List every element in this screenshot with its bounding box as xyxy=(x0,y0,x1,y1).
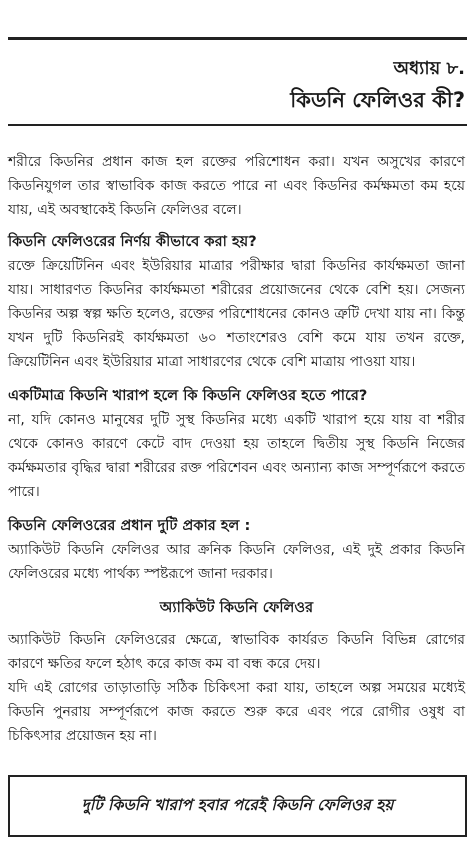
acute-paragraph-2: যদি এই রোগের তাড়াতাড়ি সঠিক চিকিৎসা করা যায়, তাহলে অল্প সময়ের মধ্যেই কিডনি পুনরায় সম্পূর্ণরূপে কাজ করতে শুরু করে এবং পরে রোগীর ওষুধ বা চিকিৎসার প্রয়োজন হয় না। xyxy=(8,680,465,744)
diagnosis-heading: কিডনি ফেলিওরের নির্ণয় কীভাবে করা হয়? xyxy=(8,233,257,250)
types-paragraph: অ্যাকিউট কিডনি ফেলিওর আর ক্রনিক কিডনি ফেলিওর, এই দুই প্রকার কিডনি ফেলিওরের মধ্যে পার্থক্য স্পষ্টরূপে জানা দরকার। xyxy=(8,542,465,582)
acute-paragraph-1: অ্যাকিউট কিডনি ফেলিওরের ক্ষেত্রে, স্বাভাবিক কার্যরত কিডনি বিভিন্ন রোগের কারণে ক্ষতির ফলে হঠাৎ করে কাজ কম বা বন্ধ করে দেয়। xyxy=(8,632,465,672)
top-rule xyxy=(8,37,467,40)
main-content xyxy=(8,150,465,748)
types-heading: কিডনি ফেলিওরের প্রধান দুটি প্রকার হল : xyxy=(8,517,251,534)
callout-text: দুটি কিডনি খারাপ হবার পরেই কিডনি ফেলিওর হয় xyxy=(81,796,394,814)
acute-heading: অ্যাকিউট কিডনি ফেলিওর xyxy=(159,599,314,616)
callout-box xyxy=(8,775,467,837)
diagnosis-paragraph: রক্তে ক্রিয়েটিনিন এবং ইউরিয়ার মাত্রার পরীক্ষার দ্বারা কিডনির কার্যক্ষমতা জানা যায়। সাধারণত কিডনির কার্যক্ষমতা শরীরের প্রয়োজনের থেকে বেশি হয়। সেজন্য কিডনির অল্প স্বল্প ক্ষতি হলেও, রক্তের পরিশোধনের কোনও ত্রুটি দেখা যায় না। কিন্তু যখন দুটি কিডনিরই কার্যক্ষমতা ৬০ শতাংশেরও বেশি কমে যায় তখন রক্তে, ক্রিয়েটিনিন এবং ইউরিয়ার মাত্রা সাধারণের থেকে বেশি মাত্রায় পাওয়া যায়। xyxy=(8,258,465,370)
one-kidney-heading: একটিমাত্র কিডনি খারাপ হলে কি কিডনি ফেলিওর হতে পারে? xyxy=(8,387,368,404)
one-kidney-paragraph: না, যদি কোনও মানুষের দুটি সুস্থ কিডনির মধ্যে একটি খারাপ হয়ে যায় বা শরীর থেকে কোনও কারণে কেটে বাদ দেওয়া হয় তাহলে দ্বিতীয় সুস্থ কিডনি নিজের কর্মক্ষমতার বৃদ্ধির দ্বারা শরীরের রক্ত পরিশেবন এবং অন্যান্য কাজ সম্পূর্ণরূপে করতে পারে। xyxy=(8,412,465,500)
chapter-title: কিডনি ফেলিওর কী? xyxy=(290,88,465,112)
chapter-label: অধ্যায় ৮. xyxy=(393,58,465,79)
intro-paragraph: শরীরে কিডনির প্রধান কাজ হল রক্তের পরিশোধন করা। যখন অসুখের কারণে কিডনিযুগল তার স্বাভাবিক কাজ করতে পারে না এবং কিডনির কর্মক্ষমতা কম হয়ে যায়, এই অবস্থাকেই কিডনি ফেলিওর বলে। xyxy=(8,154,465,218)
title-rule xyxy=(8,124,467,126)
